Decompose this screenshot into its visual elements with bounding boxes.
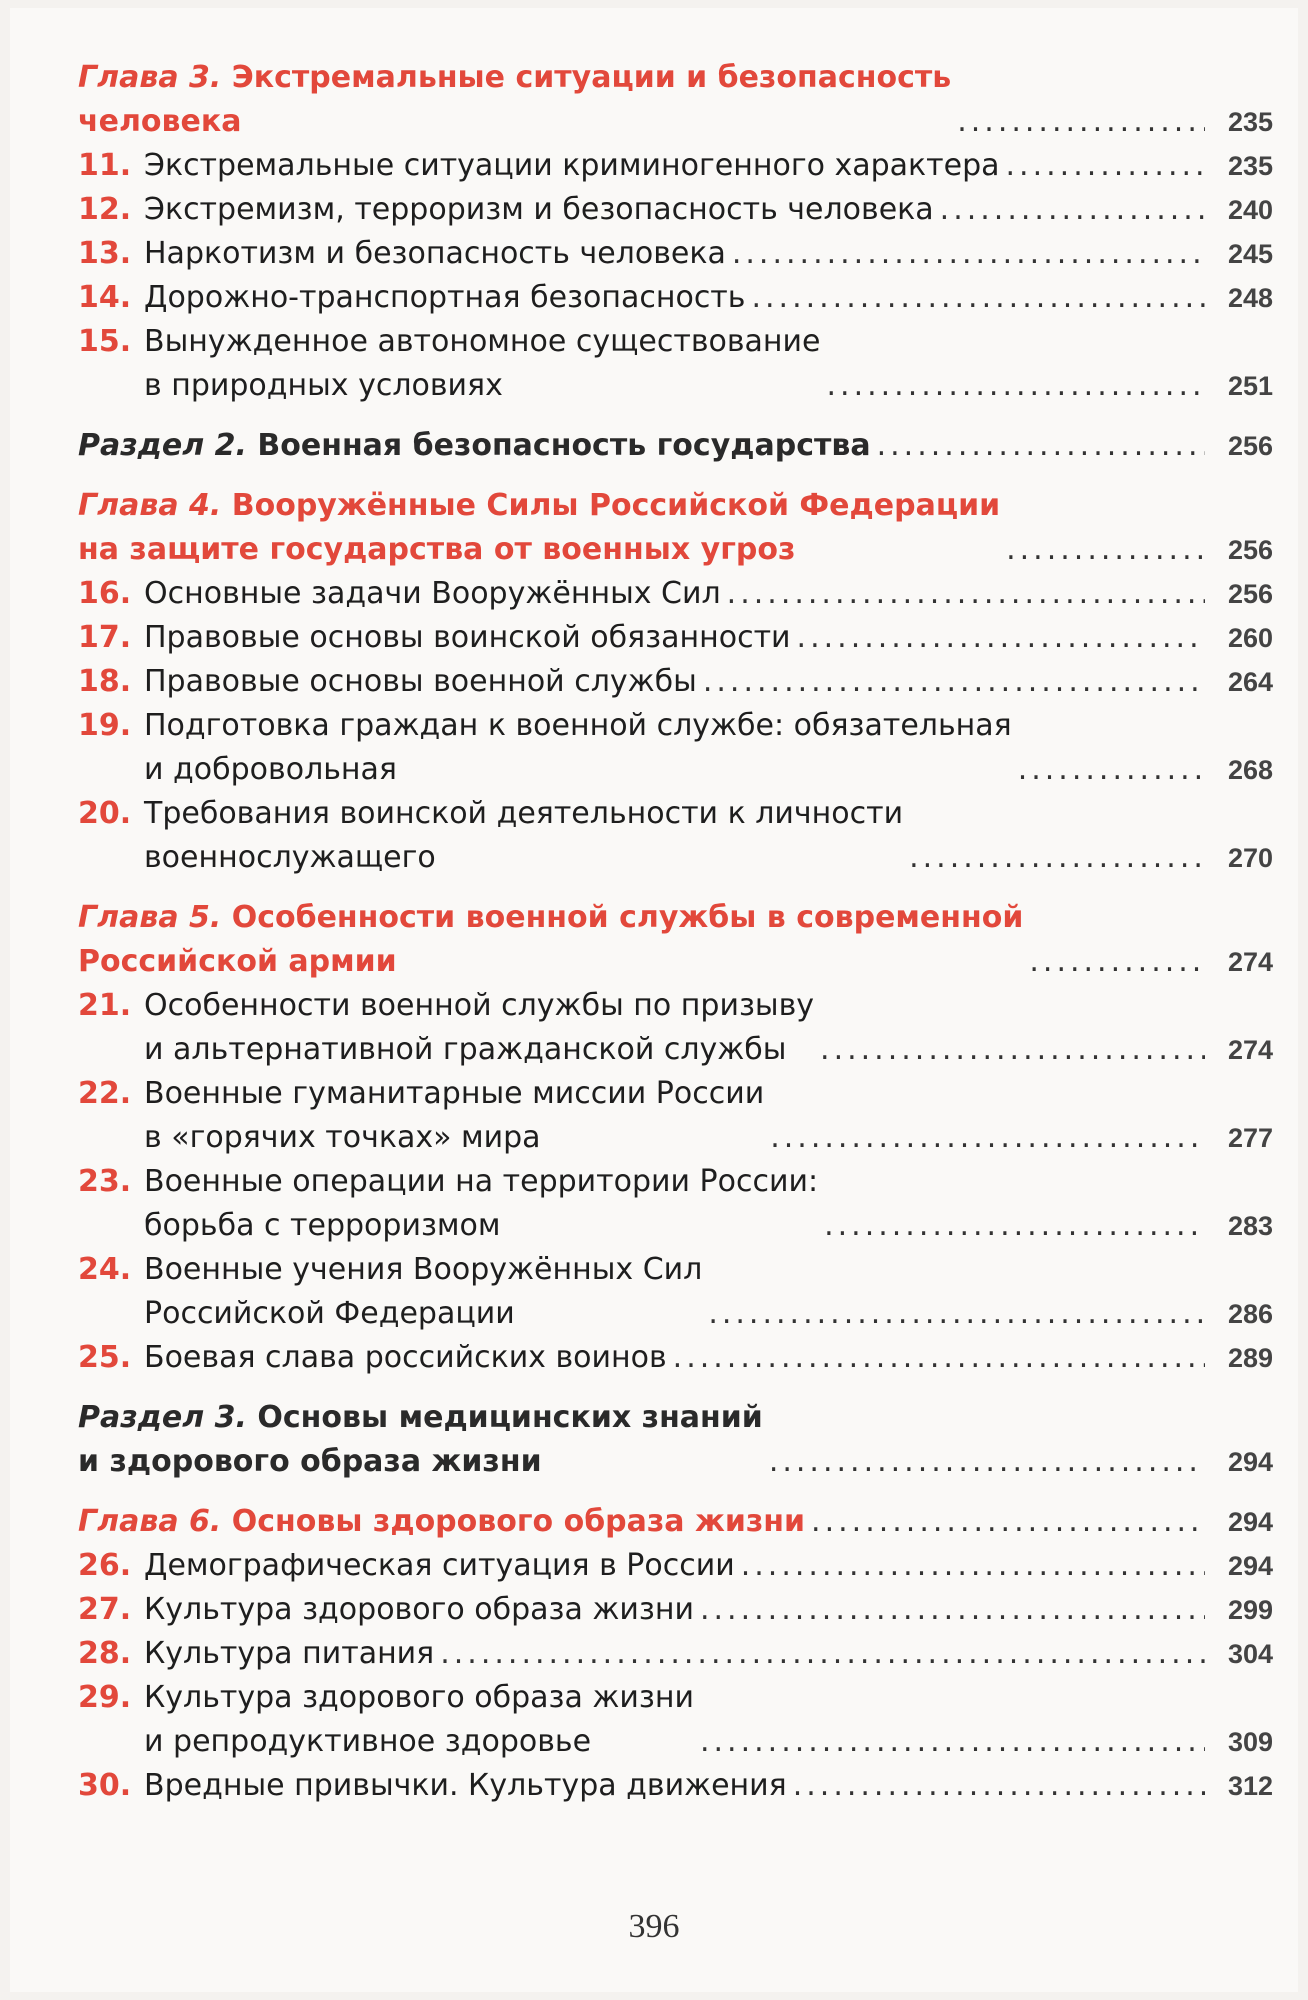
lesson-number: 19. [78, 708, 132, 743]
entry-title-text: Военные гуманитарные миссии России в «горячих точках» мира [144, 1076, 765, 1155]
toc-lesson-entry [78, 1072, 1273, 1160]
toc-section-entry [78, 1396, 1273, 1484]
dot-leader [700, 1588, 1205, 1632]
entry-page-number: 312 [1227, 1771, 1273, 1801]
toc-lesson-entry [78, 792, 1273, 880]
lesson-number: 28. [78, 1636, 132, 1671]
entry-body [144, 572, 1273, 616]
toc-lesson-entry [78, 1336, 1273, 1380]
dot-leader [820, 1028, 1205, 1072]
entry-title [144, 1544, 735, 1588]
entry-title-text: Подготовка граждан к военной службе: обязательная и добровольная [144, 708, 1012, 787]
dot-leader [824, 1204, 1205, 1248]
toc-lesson-entry [78, 572, 1273, 616]
entry-title [144, 320, 821, 408]
entry-page-number: 235 [1227, 107, 1273, 137]
lesson-number: 29. [78, 1680, 132, 1715]
entry-body [144, 660, 1273, 704]
entry-label: Раздел 3. [78, 1400, 247, 1435]
entry-title [144, 792, 903, 880]
dot-leader [1018, 748, 1205, 792]
entry-label: Раздел 2. [78, 428, 247, 463]
dot-leader [797, 616, 1205, 660]
lesson-number: 27. [78, 1592, 132, 1627]
entry-page-number: 256 [1227, 579, 1273, 609]
entry-body [144, 1160, 1273, 1248]
entry-body [144, 144, 1273, 188]
entry-title-text: Военные учения Вооружённых Сил Российской Федерации [144, 1252, 703, 1331]
lesson-number: 18. [78, 664, 132, 699]
entry-label: Глава 3. [78, 60, 222, 95]
entry-title-text: Военная безопасность государства [257, 428, 871, 463]
dot-leader [827, 364, 1206, 408]
toc-chapter-entry [78, 1500, 1273, 1544]
entry-body [144, 616, 1273, 660]
entry-body [144, 984, 1273, 1072]
lesson-number: 21. [78, 988, 132, 1023]
entry-page-number: 299 [1227, 1595, 1273, 1625]
entry-body [144, 188, 1273, 232]
entry-title-text: Демографическая ситуация в России [144, 1548, 735, 1583]
toc-lesson-entry [78, 320, 1273, 408]
entry-title-text: Основные задачи Вооружённых Сил [144, 576, 721, 611]
entry-body [78, 424, 1273, 468]
dot-leader [741, 1544, 1205, 1588]
entry-title [144, 1676, 694, 1764]
entry-page-number: 256 [1227, 535, 1273, 565]
entry-title [144, 144, 1000, 188]
dot-leader [1006, 528, 1205, 572]
lesson-number: 20. [78, 796, 132, 831]
lesson-number: 12. [78, 192, 132, 227]
entry-page-number: 245 [1227, 239, 1273, 269]
entry-title [144, 1588, 694, 1632]
entry-page-number: 294 [1227, 1507, 1273, 1537]
entry-page-number: 240 [1227, 195, 1273, 225]
entry-title-text: Экстремальные ситуации и безопасность человека [78, 60, 952, 139]
entry-title [78, 484, 1000, 572]
entry-title-text: Требования воинской деятельности к личности военнослужащего [144, 796, 904, 875]
entry-title [78, 896, 1023, 984]
dot-leader [793, 1764, 1205, 1808]
entry-title [78, 1396, 763, 1484]
entry-page-number: 274 [1227, 947, 1273, 977]
entry-body [144, 276, 1273, 320]
entry-title [144, 616, 791, 660]
entry-page-number: 274 [1227, 1035, 1273, 1065]
entry-title-text: Боевая слава российских воинов [144, 1340, 667, 1375]
dot-leader [727, 572, 1205, 616]
entry-body [78, 896, 1273, 984]
entry-body [144, 792, 1273, 880]
entry-title-text: Культура питания [144, 1636, 435, 1671]
entry-page-number: 260 [1227, 623, 1273, 653]
entry-page-number: 309 [1227, 1727, 1273, 1757]
lesson-number: 24. [78, 1252, 132, 1287]
entry-title [144, 1160, 818, 1248]
toc-lesson-entry [78, 1160, 1273, 1248]
entry-label: Глава 5. [78, 900, 222, 935]
entry-title [144, 1632, 434, 1676]
dot-leader [732, 232, 1205, 276]
dot-leader [1006, 144, 1205, 188]
toc-section-entry [78, 424, 1273, 468]
entry-title-text: Основы медицинских знаний и здорового образа жизни [78, 1400, 763, 1479]
dot-leader [811, 1500, 1205, 1544]
toc-lesson-entry [78, 1588, 1273, 1632]
entry-title-text: Культура здорового образа жизни [144, 1592, 694, 1627]
dot-leader [700, 1720, 1205, 1764]
dot-leader [940, 188, 1205, 232]
entry-title-text: Дорожно-транспортная безопасность [144, 280, 746, 315]
entry-title-text: Правовые основы военной службы [144, 664, 697, 699]
entry-title-text: Основы здорового образа жизни [231, 1504, 806, 1539]
entry-body [78, 56, 1273, 144]
entry-title [78, 56, 951, 144]
entry-body [144, 1248, 1273, 1336]
entry-body [144, 1588, 1273, 1632]
toc-lesson-entry [78, 616, 1273, 660]
toc-lesson-entry [78, 232, 1273, 276]
entry-title-text: Вынужденное автономное существование в природных условиях [144, 324, 821, 403]
entry-title [78, 424, 871, 468]
page-number: 396 [628, 1908, 680, 1945]
toc-lesson-entry [78, 1248, 1273, 1336]
lesson-number: 30. [78, 1768, 132, 1803]
lesson-number: 25. [78, 1340, 132, 1375]
lesson-number: 26. [78, 1548, 132, 1583]
entry-body [144, 1764, 1273, 1808]
entry-title [144, 232, 726, 276]
entry-title [144, 572, 721, 616]
entry-label: Глава 4. [78, 488, 222, 523]
entry-title-text: Экстремизм, терроризм и безопасность человека [144, 192, 934, 227]
entry-page-number: 304 [1227, 1639, 1273, 1669]
lesson-number: 16. [78, 576, 132, 611]
dot-leader [708, 1292, 1205, 1336]
entry-title [144, 1336, 667, 1380]
toc-chapter-entry [78, 484, 1273, 572]
entry-body [78, 1500, 1273, 1544]
toc-lesson-entry [78, 144, 1273, 188]
entry-body [144, 704, 1273, 792]
entry-title [144, 1764, 787, 1808]
entry-page-number: 235 [1227, 151, 1273, 181]
lesson-number: 17. [78, 620, 132, 655]
entry-title-text: Наркотизм и безопасность человека [144, 236, 726, 271]
entry-page-number: 251 [1227, 371, 1273, 401]
dot-leader [770, 1116, 1205, 1160]
dot-leader [769, 1440, 1205, 1484]
entry-title [78, 1500, 805, 1544]
entry-title-text: Особенности военной службы в современной Российской армии [78, 900, 1024, 979]
toc-lesson-entry [78, 1764, 1273, 1808]
entry-body [144, 1632, 1273, 1676]
entry-title [144, 660, 697, 704]
entry-page-number: 277 [1227, 1123, 1273, 1153]
entry-page-number: 268 [1227, 755, 1273, 785]
lesson-number: 13. [78, 236, 132, 271]
toc-lesson-entry [78, 1676, 1273, 1764]
entry-page-number: 256 [1227, 431, 1273, 461]
dot-leader [440, 1632, 1205, 1676]
dot-leader [751, 276, 1205, 320]
entry-page-number: 270 [1227, 843, 1273, 873]
entry-page-number: 283 [1227, 1211, 1273, 1241]
toc-chapter-entry [78, 896, 1273, 984]
entry-page-number: 289 [1227, 1343, 1273, 1373]
entry-title [144, 188, 934, 232]
entry-body [144, 1676, 1273, 1764]
entry-body [144, 1072, 1273, 1160]
entry-body [144, 1544, 1273, 1588]
entry-title-text: Правовые основы воинской обязанности [144, 620, 791, 655]
toc-lesson-entry [78, 1544, 1273, 1588]
dot-leader [909, 836, 1205, 880]
entry-title-text: Культура здорового образа жизни и репродуктивное здоровье [144, 1680, 694, 1759]
dot-leader [1029, 940, 1205, 984]
entry-title-text: Экстремальные ситуации криминогенного характера [144, 148, 1000, 183]
entry-title [144, 276, 745, 320]
entry-title-text: Вредные привычки. Культура движения [144, 1768, 787, 1803]
lesson-number: 22. [78, 1076, 132, 1111]
entry-page-number: 264 [1227, 667, 1273, 697]
dot-leader [957, 100, 1205, 144]
table-of-contents [78, 56, 1273, 1808]
dot-leader [703, 660, 1205, 704]
lesson-number: 11. [78, 148, 132, 183]
toc-chapter-entry [78, 56, 1273, 144]
entry-title [144, 704, 1012, 792]
lesson-number: 14. [78, 280, 132, 315]
entry-title-text: Военные операции на территории России: борьба с терроризмом [144, 1164, 819, 1243]
toc-lesson-entry [78, 188, 1273, 232]
entry-page-number: 286 [1227, 1299, 1273, 1329]
entry-title-text: Особенности военной службы по призыву и альтернативной гражданской службы [144, 988, 815, 1067]
entry-label: Глава 6. [78, 1504, 222, 1539]
entry-body [78, 1396, 1273, 1484]
lesson-number: 15. [78, 324, 132, 359]
lesson-number: 23. [78, 1164, 132, 1199]
toc-lesson-entry [78, 984, 1273, 1072]
entry-title [144, 1072, 764, 1160]
entry-page-number: 248 [1227, 283, 1273, 313]
entry-body [144, 320, 1273, 408]
entry-body [144, 232, 1273, 276]
toc-lesson-entry [78, 660, 1273, 704]
entry-title [144, 1248, 702, 1336]
entry-page-number: 294 [1227, 1551, 1273, 1581]
entry-page-number: 294 [1227, 1447, 1273, 1477]
dot-leader [673, 1336, 1205, 1380]
toc-lesson-entry [78, 276, 1273, 320]
entry-title [144, 984, 814, 1072]
toc-lesson-entry [78, 1632, 1273, 1676]
entry-body [78, 484, 1273, 572]
toc-lesson-entry [78, 704, 1273, 792]
entry-title-text: Вооружённые Силы Российской Федерации на защите государства от военных угроз [78, 488, 1001, 567]
dot-leader [877, 424, 1205, 468]
entry-body [144, 1336, 1273, 1380]
